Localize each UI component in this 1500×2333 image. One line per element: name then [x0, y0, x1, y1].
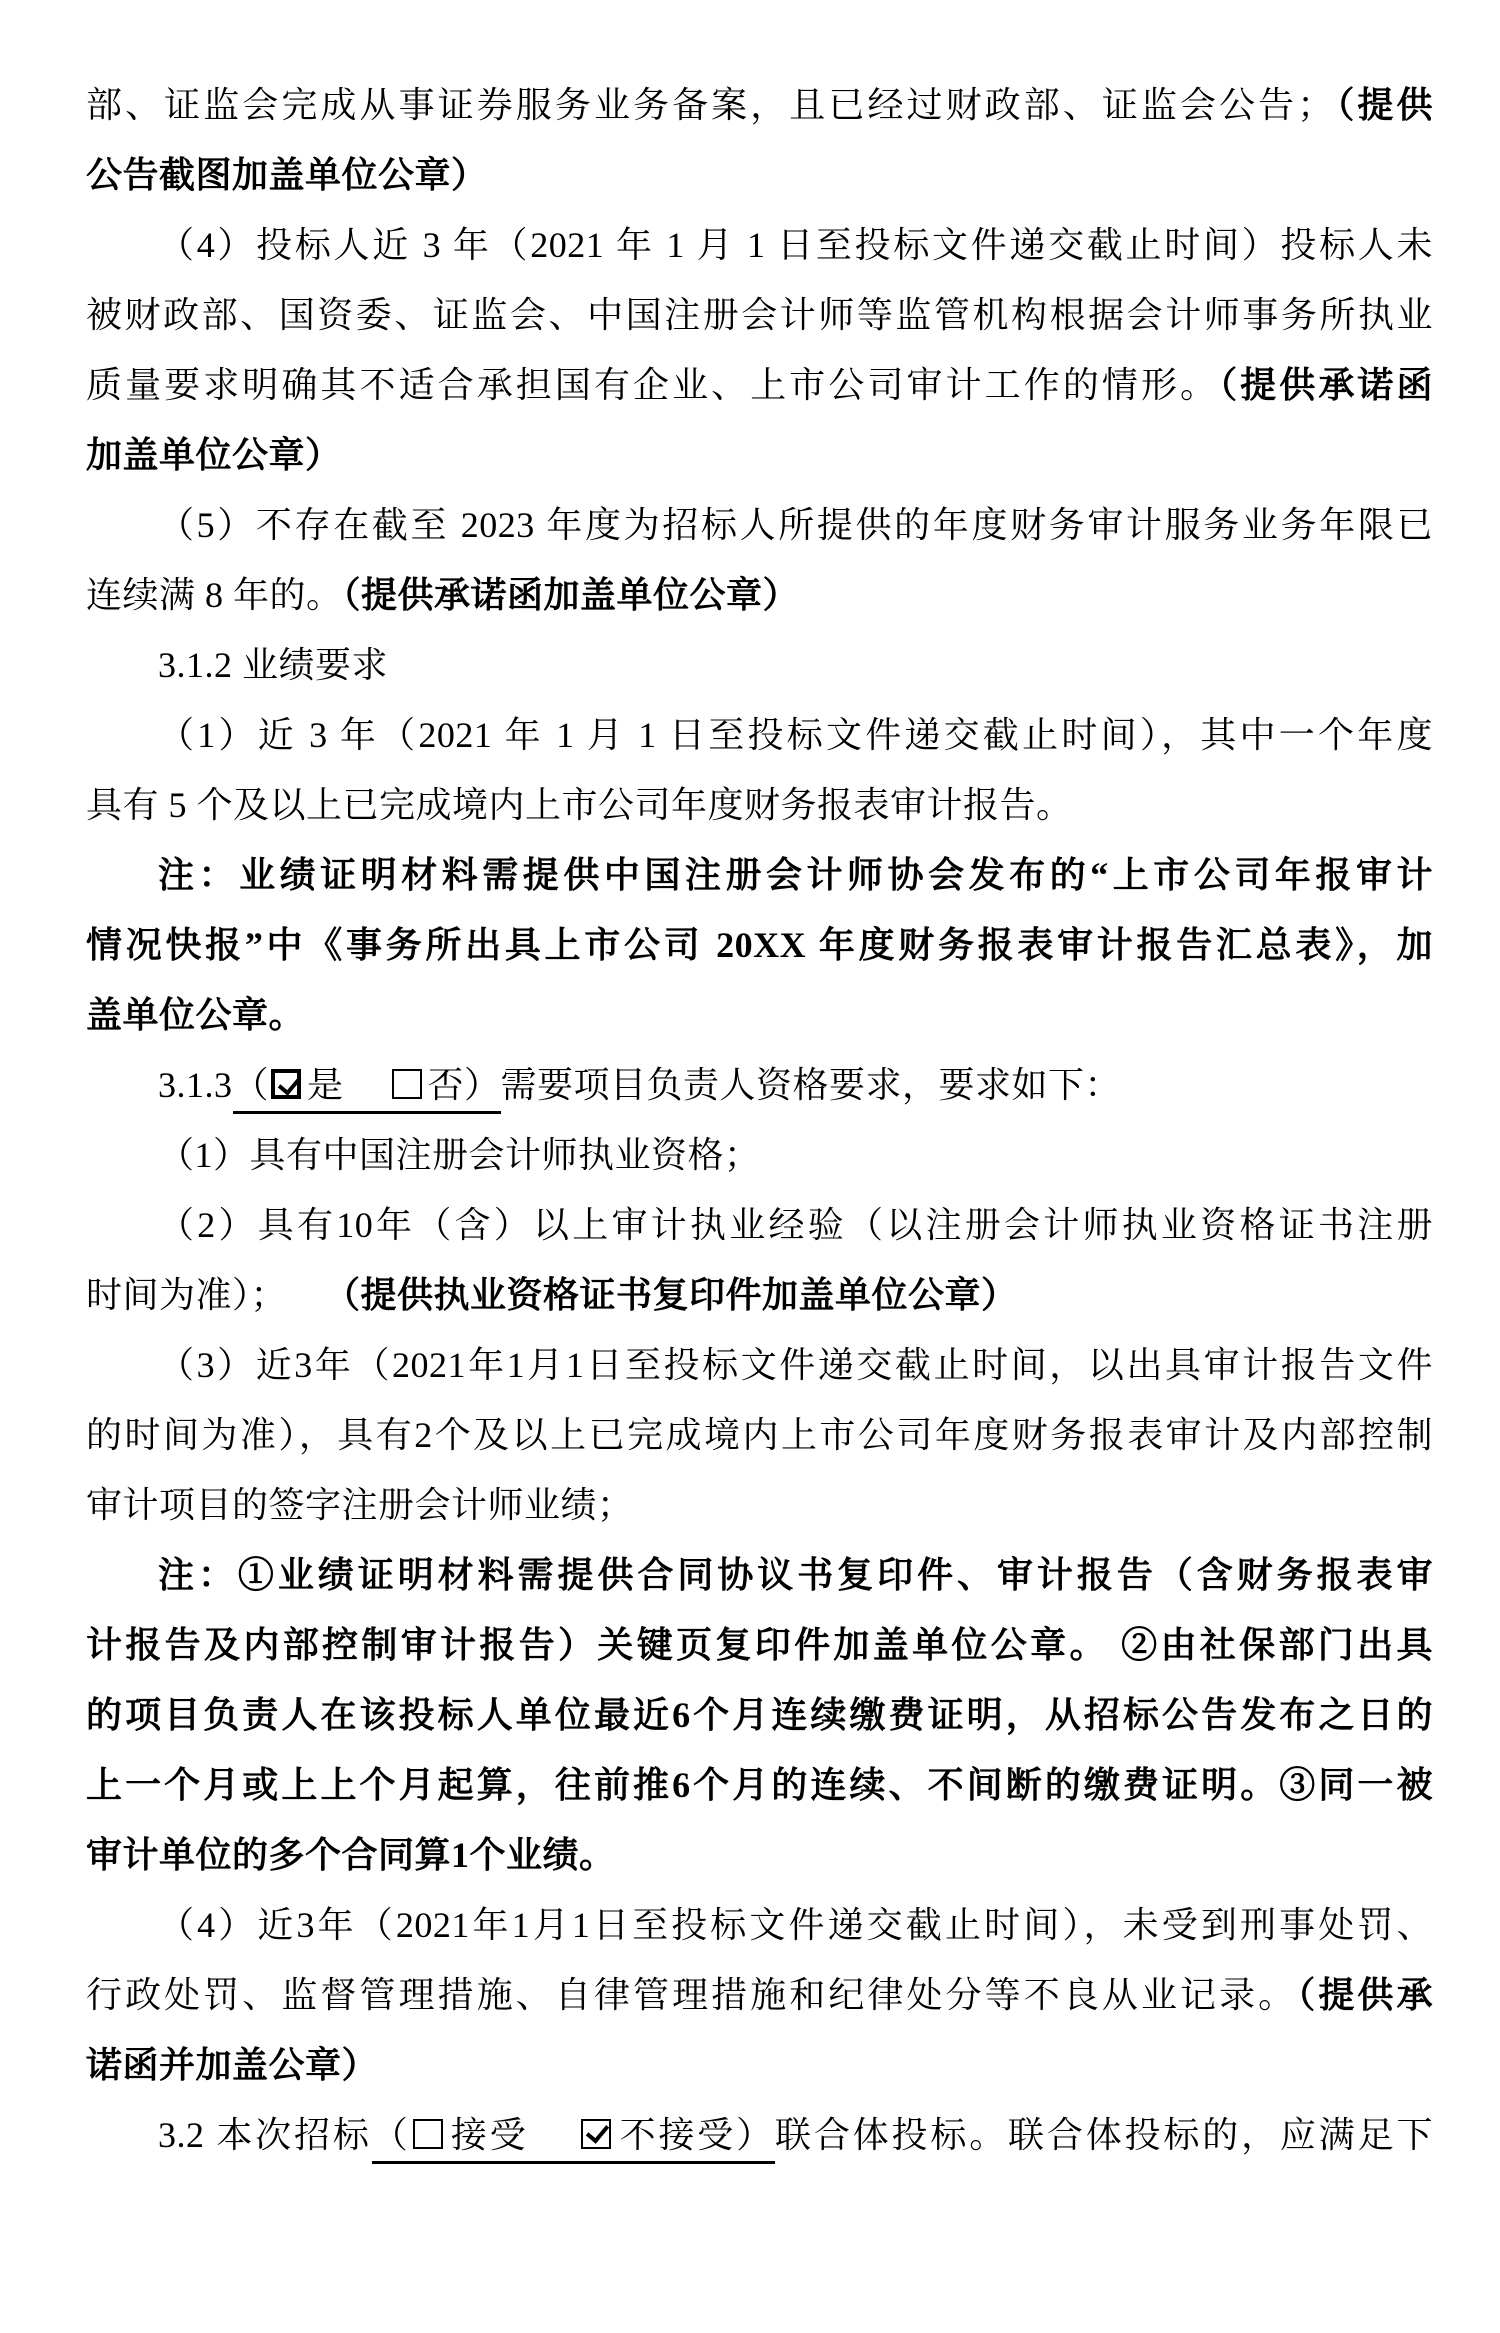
text-line-15 — [86, 1050, 1433, 1120]
text-line-9 — [86, 630, 1433, 700]
empty-checkbox-icon — [413, 2119, 443, 2149]
text-run — [269, 1275, 342, 1315]
text-run: （提供执业资格证书复印件加盖单位公章） — [342, 1275, 1018, 1315]
text-run: 注：业绩证明材料需提供中国注册会计师协会发布的“上市公司年报审计 — [158, 855, 1433, 895]
text-run: （5）不存在截至 2023 年度为招标人所提供的年度财务审计服务业务年限已 — [158, 505, 1433, 545]
text-line-22 — [86, 1540, 1433, 1610]
empty-checkbox-icon — [392, 1069, 422, 1099]
text-run: 3.1.3 — [158, 1065, 233, 1105]
text-run: 连续满 8 年的。 — [86, 575, 343, 615]
text-run: 上一个月或上上个月起算，往前推6个月的连续、不间断的缴费证明。③同一被 — [86, 1765, 1433, 1805]
text-run: 加盖单位公章） — [86, 435, 342, 475]
text-run: 情况快报”中《事务所出具上市公司 20XX 年度财务报表审计报告汇总表》，加 — [86, 925, 1433, 965]
text-line-6 — [86, 420, 1433, 490]
text-line-7 — [86, 490, 1433, 560]
text-line-25 — [86, 1750, 1433, 1820]
text-run: 3.1.2 业绩要求 — [158, 645, 389, 685]
text-line-20 — [86, 1400, 1433, 1470]
text-run: （提供承诺函 — [1219, 365, 1433, 405]
text-run: 公告截图加盖单位公章） — [86, 155, 488, 195]
text-line-30 — [86, 2100, 1433, 2170]
text-run: 的时间为准），具有2个及以上已完成境内上市公司年度财务报表审计及内部控制 — [86, 1415, 1433, 1455]
text-run: 否） — [427, 1065, 501, 1105]
text-run: 时间为准）； — [86, 1275, 270, 1315]
text-run: 行政处罚、监督管理措施、自律管理措施和纪律处分等不良从业记录。 — [86, 1975, 1298, 2015]
text-run: （1）近 3 年（2021 年 1 月 1 日至投标文件递交截止时间），其中一个年度 — [158, 715, 1433, 755]
text-run: （2）具有10年（含）以上审计执业经验（以注册会计师执业资格证书注册 — [158, 1205, 1433, 1245]
text-line-2 — [86, 140, 1433, 210]
text-run: （ — [232, 1065, 270, 1105]
text-run: 部、证监会完成从事证券服务业务备案，且已经过财政部、证监会公告； — [86, 85, 1334, 125]
text-line-4 — [86, 280, 1433, 350]
text-line-8 — [86, 560, 1433, 630]
text-run: 具有 5 个及以上已完成境内上市公司年度财务报表审计报告。 — [86, 785, 1073, 825]
text-run: （ — [371, 2115, 411, 2155]
text-run: 盖单位公章。 — [86, 995, 306, 1035]
text-line-19 — [86, 1330, 1433, 1400]
checked-checkbox-icon — [581, 2119, 611, 2149]
text-run: 质量要求明确其不适合承担国有企业、上市公司审计工作的情形。 — [86, 365, 1220, 405]
text-line-23 — [86, 1610, 1433, 1680]
text-run: （提供承诺函加盖单位公章） — [342, 575, 800, 615]
text-line-13 — [86, 910, 1433, 980]
text-run: 计报告及内部控制审计报告）关键页复印件加盖单位公章。 ②由社保部门出具 — [86, 1625, 1433, 1665]
text-run: （4）投标人近 3 年（2021 年 1 月 1 日至投标文件递交截止时间）投标人未 — [158, 225, 1433, 265]
text-run: 审计单位的多个合同算1个业绩。 — [86, 1835, 616, 1875]
text-run: 3.2 本次招标 — [158, 2115, 372, 2155]
text-run: （1）具有中国注册会计师执业资格； — [158, 1135, 761, 1175]
text-line-11 — [86, 770, 1433, 840]
text-run: 被财政部、国资委、证监会、中国注册会计师等监管机构根据会计师事务所执业 — [86, 295, 1433, 335]
text-run: 是 — [307, 1065, 390, 1105]
text-run: 诺函并加盖公章） — [86, 2045, 379, 2085]
text-line-24 — [86, 1680, 1433, 1750]
text-line-27 — [86, 1890, 1433, 1960]
text-line-17 — [86, 1190, 1433, 1260]
checked-checkbox-icon — [271, 1069, 301, 1099]
text-line-16 — [86, 1120, 1433, 1190]
text-run: （提供承 — [1297, 1975, 1433, 2015]
text-run: （4）近3年（2021年1月1日至投标文件递交截止时间），未受到刑事处罚、 — [158, 1905, 1433, 1945]
text-run: 联合体投标。联合体投标的，应满足下 — [775, 2115, 1433, 2155]
text-line-26 — [86, 1820, 1433, 1890]
text-line-21 — [86, 1470, 1433, 1540]
text-run: （3）近3年（2021年1月1日至投标文件递交截止时间，以出具审计报告文件 — [158, 1345, 1433, 1385]
text-run: 的项目负责人在该投标人单位最近6个月连续缴费证明，从招标公告发布之日的 — [86, 1695, 1433, 1735]
text-run: （提供 — [1333, 85, 1433, 125]
text-line-3 — [86, 210, 1433, 280]
text-line-10 — [86, 700, 1433, 770]
text-run: 不接受） — [617, 2115, 775, 2155]
text-line-5 — [86, 350, 1433, 420]
text-run: 接受 — [448, 2115, 580, 2155]
text-run: 审计项目的签字注册会计师业绩； — [86, 1485, 634, 1525]
text-run: 需要项目负责人资格要求，要求如下： — [500, 1065, 1122, 1105]
text-line-29 — [86, 2030, 1433, 2100]
text-run: 注：①业绩证明材料需提供合同协议书复印件、审计报告（含财务报表审 — [158, 1555, 1433, 1595]
text-line-28 — [86, 1960, 1433, 2030]
text-line-18 — [86, 1260, 1433, 1330]
text-line-14 — [86, 980, 1433, 1050]
text-line-1 — [86, 70, 1433, 140]
underlined-option-group — [233, 1065, 501, 1114]
underlined-option-group — [372, 2115, 775, 2164]
text-line-12 — [86, 840, 1433, 910]
